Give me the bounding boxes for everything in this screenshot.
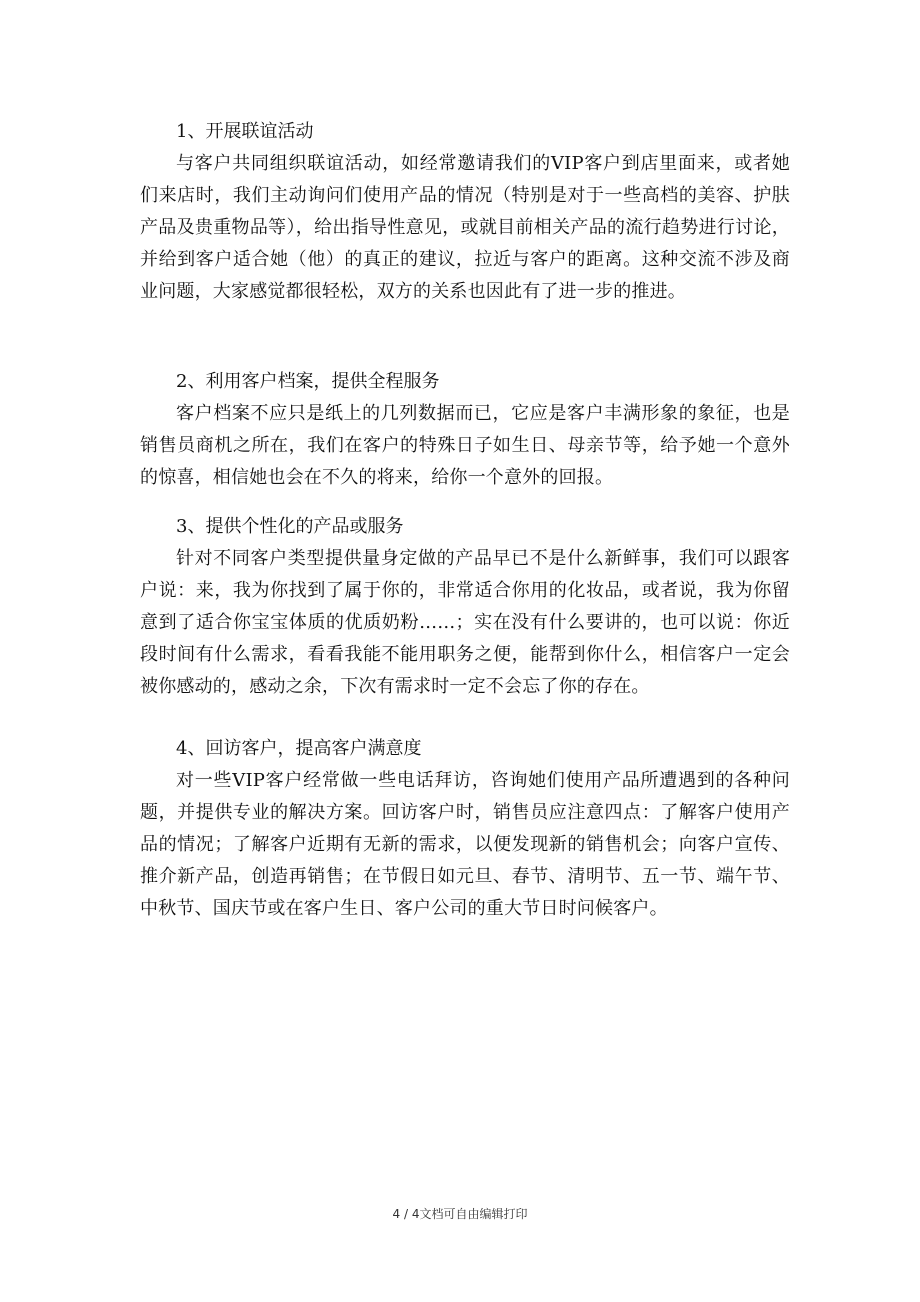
section-body: 针对不同客户类型提供量身定做的产品早已不是什么新鲜事，我们可以跟客户说：来，我为你找到了属于你的，非常适合你用的化妆品，或者说，我为你留意到了适合你宝宝体质的优质奶粉……；实在没有什么要讲的，也可以说：你近段时间有什么需求，看看我能不能用职务之便，能帮到你什么，相信客户一定会被你感动的，感动之余，下次有需求时一定不会忘了你的存在。 <box>140 548 790 697</box>
page-footer: 4 / 4文档可自由编辑打印 <box>392 1207 528 1221</box>
section-4 <box>140 733 790 925</box>
section-body: 客户档案不应只是纸上的几列数据而已，它应是客户丰满形象的象征，也是销售员商机之所在，我们在客户的特殊日子如生日、母亲节等，给予她一个意外的惊喜，相信她也会在不久的将来，给你一个意外的回报。 <box>140 403 790 488</box>
section-heading: 2、利用客户档案，提供全程服务 <box>176 371 440 392</box>
section-2 <box>140 366 790 494</box>
section-body: 对一些VIP客户经常做一些电话拜访，咨询她们使用产品所遭遇到的各种问题，并提供专业的解决方案。回访客户时，销售员应注意四点：了解客户使用产品的情况；了解客户近期有无新的需求，以便发现新的销售机会；向客户宣传、推介新产品，创造再销售；在节假日如元旦、春节、清明节、五一节、端午节、中秋节、国庆节或在客户生日、客户公司的重大节日时问候客户。 <box>140 770 790 919</box>
section-heading: 3、提供个性化的产品或服务 <box>176 516 404 537</box>
section-1 <box>140 116 790 308</box>
section-3 <box>140 511 790 703</box>
section-body: 与客户共同组织联谊活动，如经常邀请我们的VIP客户到店里面来，或者她们来店时，我们主动询问们使用产品的情况（特别是对于一些高档的美容、护肤产品及贵重物品等），给出指导性意见，或就目前相关产品的流行趋势进行讨论，并给到客户适合她（他）的真正的建议，拉近与客户的距离。这种交流不涉及商业问题，大家感觉都很轻松，双方的关系也因此有了进一步的推进。 <box>140 153 790 302</box>
section-heading: 4、回访客户，提高客户满意度 <box>176 738 422 759</box>
section-heading: 1、开展联谊活动 <box>176 121 314 142</box>
